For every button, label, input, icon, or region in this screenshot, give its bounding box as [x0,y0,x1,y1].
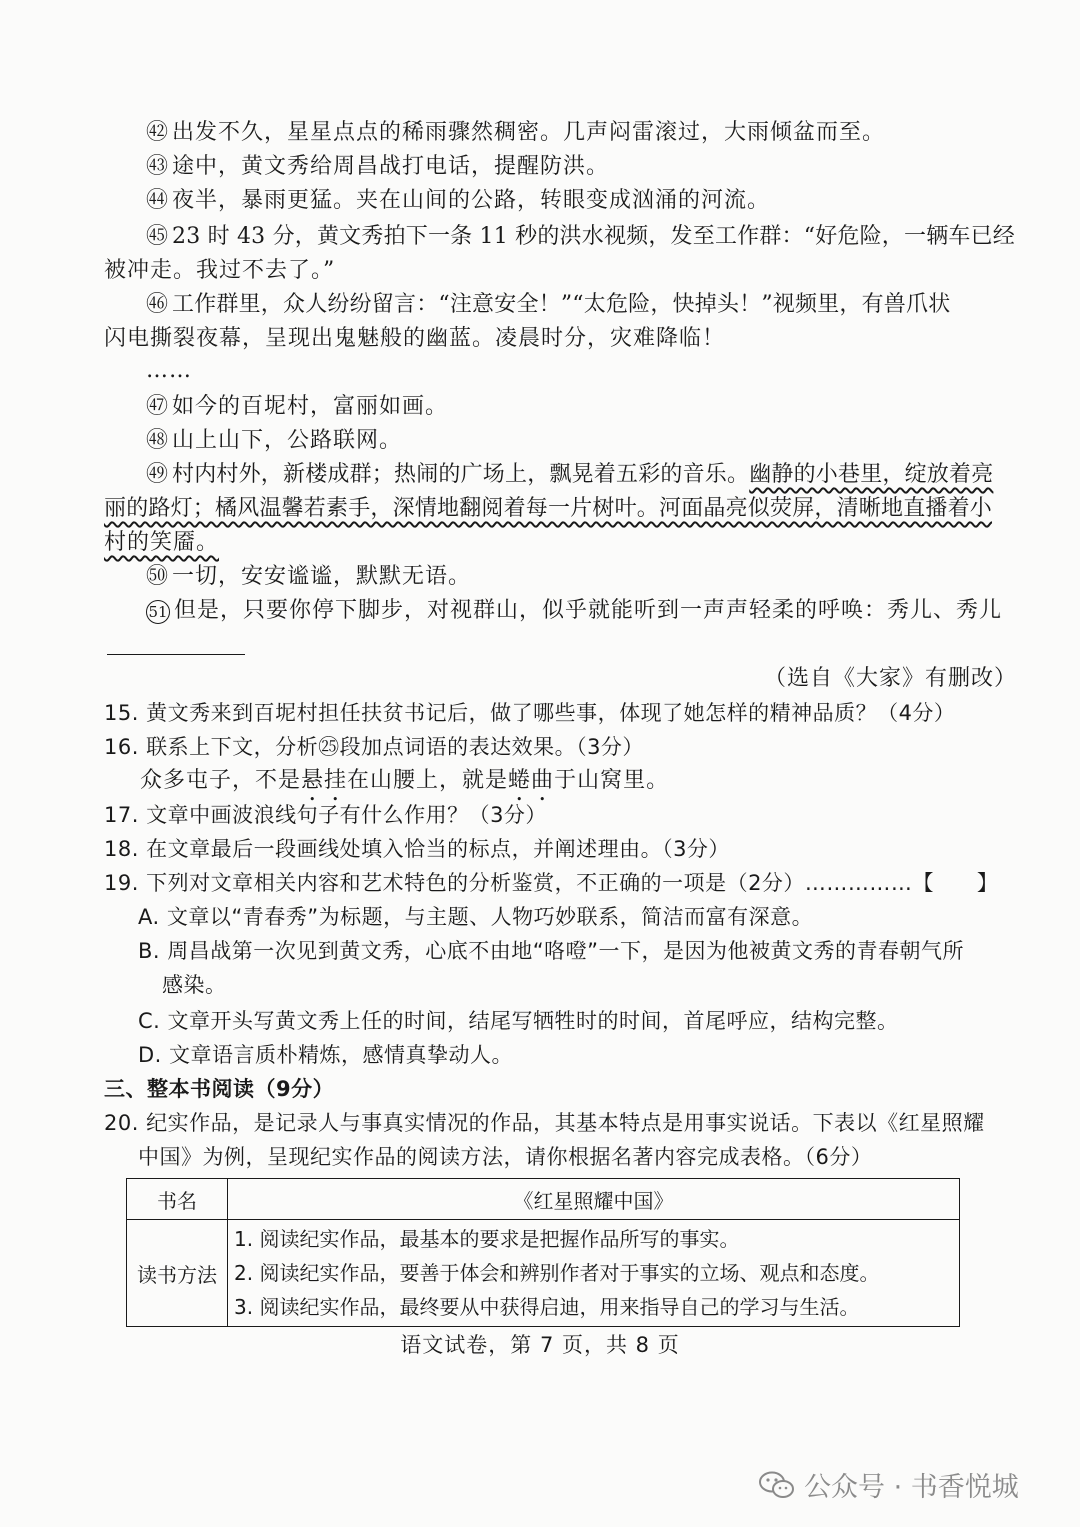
paragraph-42: ㊷ 出发不久，星星点点的稀雨骤然稠密。几声闷雷滚过，大雨倾盆而至。 [146,120,886,145]
dotted-word-1: 悬挂 [301,768,348,793]
book-name-label: 书名 [127,1179,228,1220]
table-row [127,1179,960,1220]
question-17: 17. 文章中画波浪线句子有什么作用？（3分） [104,803,547,827]
paragraph-49-line1: ㊾ 村内村外，新楼成群；热闹的广场上，飘晃着五彩的音乐。幽静的小巷里，绽放着亮 [146,462,994,487]
option-d: D. 文章语言质朴精炼，感情真挚动人。 [138,1043,514,1067]
fill-in-blank-line[interactable] [107,654,245,655]
methods-cell [228,1220,960,1327]
watermark-text: 公众号 · 书香悦城 [804,1472,1019,1503]
table-row [127,1220,960,1327]
paragraph-49-line3: 村的笑靥。 [104,530,220,555]
circled-51: 51 [146,600,170,624]
question-19: 19. 下列对文章相关内容和艺术特色的分析鉴赏，不正确的一项是（2分）……………【 】 [104,871,999,895]
dotted-word-2: 蜷曲 [508,768,555,793]
option-b-line2: 感染。 [162,973,227,997]
paragraph-46-line1: ㊻ 工作群里，众人纷纷留言：“注意安全！”“太危险，快掉头！”视频里，有兽爪状 [146,292,951,317]
question-18: 18. 在文章最后一段画线处填入恰当的标点，并阐述理由。（3分） [104,837,730,861]
method-2: 2. 阅读纪实作品，要善于体会和辨别作者对于事实的立场、观点和态度。 [234,1261,880,1285]
question-16-sentence: 众多屯子，不是悬挂在山腰上，就是蜷曲于山窝里。 [140,768,670,793]
section-3-heading: 三、整本书阅读（9分） [104,1077,335,1101]
option-b-line1: B. 周昌战第一次见到黄文秀，心底不由地“咯噔”一下，是因为他被黄文秀的青春朝气所 [138,939,965,963]
paragraph-50: ㊿ 一切，安安谧谧，默默无语。 [146,564,472,589]
page-footer: 语文试卷，第 7 页，共 8 页 [400,1333,680,1357]
paragraph-51: 51 但是，只要你停下脚步，对视群山，似乎就能听到一声声轻柔的呼唤：秀儿、秀儿 [146,596,1002,626]
paragraph-43: ㊸ 途中，黄文秀给周昌战打电话，提醒防洪。 [146,154,610,179]
question-20-line1: 20. 纪实作品，是记录人与事真实情况的作品，其基本特点是用事实说话。下表以《红星照耀 [104,1111,985,1135]
option-a: A. 文章以“青春秀”为标题，与主题、人物巧妙联系，简洁而富有深意。 [138,905,814,929]
answer-bracket[interactable]: 【 】 [912,871,999,895]
question-15: 15. 黄文秀来到百坭村担任扶贫书记后，做了哪些事，体现了她怎样的精神品质？（4分） [104,701,956,725]
option-c: C. 文章开头写黄文秀上任的时间，结尾写牺牲时的时间，首尾呼应，结构完整。 [138,1009,899,1033]
wechat-icon [758,1470,796,1500]
wavy-sentence: 幽静的小巷里，绽放着亮 [749,462,994,487]
ellipsis: …… [146,358,192,383]
question-16: 16. 联系上下文，分析㉕段加点词语的表达效果。（3分） [104,735,644,759]
book-title-cell: 《红星照耀中国》 [228,1179,960,1220]
paragraph-45-line1: ㊺ 23 时 43 分，黄文秀拍下一条 11 秒的洪水视频，发至工作群：“好危险，一辆车已经 [146,224,1015,249]
method-3: 3. 阅读纪实作品，最终要从中获得启迪，用来指导自己的学习与生活。 [234,1295,860,1319]
question-20-line2: 中国》为例，呈现纪实作品的阅读方法，请你根据名著内容完成表格。（6分） [138,1145,873,1169]
reading-method-table [126,1178,960,1327]
paragraph-48: ㊽ 山上山下，公路联网。 [146,428,403,453]
reading-method-label: 读书方法 [127,1220,228,1327]
watermark [758,1465,1019,1504]
source-note: （选自《大家》有删改） [764,666,1018,691]
paragraph-46-line2: 闪电撕裂夜幕，呈现出鬼魅般的幽蓝。凌晨时分，灾难降临！ [104,326,726,351]
paragraph-47: ㊼ 如今的百坭村，富丽如画。 [146,394,449,419]
paragraph-44: ㊹ 夜半，暴雨更猛。夹在山间的公路，转眼变成汹涌的河流。 [146,188,771,213]
paragraph-45-line2: 被冲走。我过不去了。” [104,258,336,283]
method-1: 1. 阅读纪实作品，最基本的要求是把握作品所写的事实。 [234,1227,740,1251]
paragraph-49-line2: 丽的路灯；橘风温馨若素手，深情地翻阅着每一片树叶。河面晶亮似荧屏，清晰地直播着小 [104,496,993,521]
